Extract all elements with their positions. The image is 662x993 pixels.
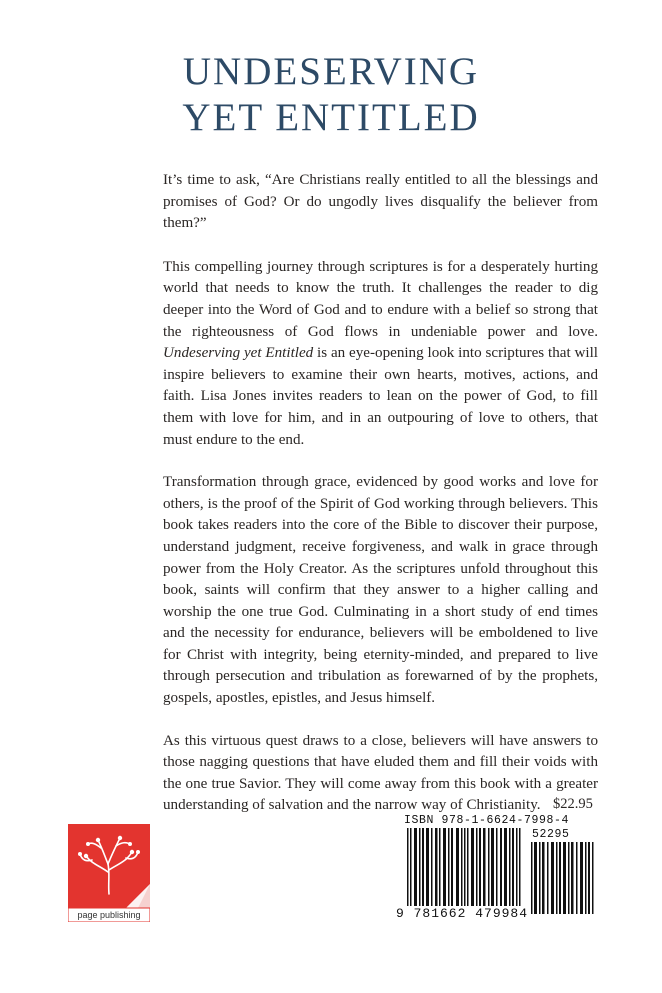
blurb-paragraph-4: [163, 731, 598, 817]
paragraph-text: It’s time to ask, “Are Christians really entitled to all the blessings and promises of God? Or do ungodly lives disqualify the believer from them?”: [163, 172, 598, 232]
paragraph-text: is an eye-opening look into scriptures that will inspire believers to examine their own hearts, motives, actions, and faith. Lisa Jones invites readers to lean on the power of God, to fill them with love for him, and in an outpouring of love to others, that must endure to the end.: [163, 345, 598, 448]
paragraph-text: This compelling journey through scriptures is for a desperately hurting world that needs to know the truth. It challenges the reader to dig deeper into the Word of God and to endure with a belief so strong that the righteousness of God flows in undeniable power and love.: [163, 258, 598, 340]
book-title-italic: Undeserving yet Entitled: [163, 345, 314, 362]
tree-book-icon: [68, 824, 150, 922]
paragraph-text: Transformation through grace, evidenced by good works and love for others, is the proof of the Spirit of God working through believers. This book takes readers into the core of the Bible to discover their purpose, understand judgment, receive forgiveness, and walk in grace through power from the Holy Creator. As the scriptures unfold throughout this book, saints will confirm that they answer to a higher calling and worship the one true God. Culminating in a short study of end times and the necessity for endurance, believers will be emboldened to live for Christ with integrity, being eternity-minded, and prepared to live through persecution and tribulation as forewarned of by the prophets, gospels, apostles, epistles, and Jesus himself.: [163, 474, 598, 707]
blurb-paragraph-2: [163, 257, 598, 451]
barcode: [401, 828, 597, 916]
book-title-line-2: YET ENTITLED: [182, 96, 480, 139]
barcode-price-code: 52295: [532, 828, 570, 841]
publisher-logo: [68, 824, 150, 922]
publisher-name: page publishing: [77, 910, 141, 920]
book-title-line-1: UNDESERVING: [182, 50, 480, 93]
blurb-paragraph-1: [163, 170, 598, 235]
paragraph-text: As this virtuous quest draws to a close, believers will have answers to those nagging questions that have eluded them and fill their voids with the one true Savior. They will come away from this book with a greater understanding of salvation and the narrow way of Christianity.: [163, 732, 598, 814]
barcode-number: 9 781662 479984: [396, 906, 529, 921]
isbn: ISBN 978-1-6624-7998-4: [404, 814, 570, 827]
price: $22.95: [553, 796, 593, 812]
blurb-paragraph-3: [163, 472, 598, 710]
back-cover-blurb: [163, 170, 598, 838]
